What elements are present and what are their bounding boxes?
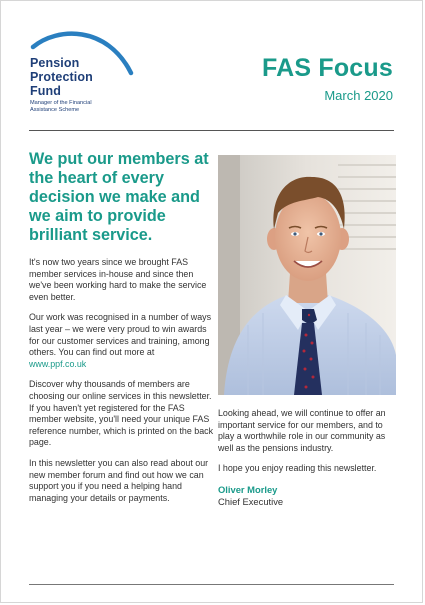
article-paragraph: I hope you enjoy reading this newsletter. (218, 463, 377, 474)
article-headline: We put our members at the heart of every decision we make and we aim to provide brilliant service. (29, 150, 209, 244)
footer-divider (29, 584, 394, 585)
signature-name: Oliver Morley (218, 483, 278, 495)
article-paragraph: Discover why thousands of members are choosing our online services in this newsletter. If you haven't yet registered for the FAS member website, you'll need your unique FAS reference number, which is printed on the back page. (29, 379, 214, 448)
logo-name-line: Protection (30, 70, 93, 84)
article-paragraph (29, 312, 213, 370)
logo-name (30, 56, 93, 98)
article-paragraph: In this newsletter you can also read about our new member forum and find out how we can support you if you need a helping hand managing your details or payments. (29, 457, 209, 503)
article-paragraph-text: Our work was recognised in a number of ways last year – we were very proud to win awards for our customer services and training, among others. You can find out more at (29, 312, 212, 358)
article-paragraph: Looking ahead, we will continue to offer an important service for our members, and to play a worthwhile role in our community as well as the pensions industry. (218, 408, 386, 453)
logo-subtitle (30, 100, 92, 114)
logo-sub-line: Manager of the Financial (30, 100, 92, 106)
signature-role: Chief Executive (218, 495, 284, 507)
chief-executive-photo (218, 155, 396, 395)
logo-name-line: Fund (30, 84, 61, 98)
logo-name-line: Pension (30, 56, 80, 70)
article-paragraph: It's now two years since we brought FAS member services in-house and since then we've been working hard to make the service even better. (29, 257, 207, 302)
newsletter-title: FAS Focus (262, 54, 393, 82)
ppf-website-link[interactable]: www.ppf.co.uk (29, 358, 87, 369)
header-divider (29, 130, 394, 131)
left-column (29, 150, 213, 513)
issue-date: March 2020 (324, 88, 393, 103)
ppf-logo (27, 29, 137, 124)
right-column (218, 408, 398, 508)
logo-sub-line: Assistance Scheme (30, 107, 80, 113)
